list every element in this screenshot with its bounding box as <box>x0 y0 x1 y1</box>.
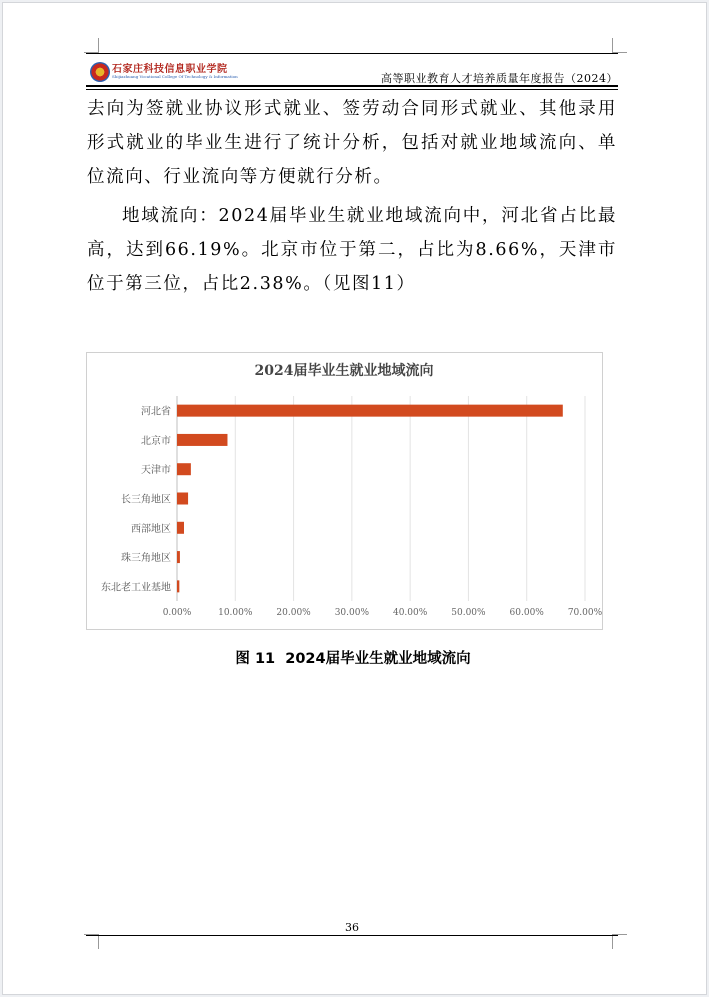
bar-3 <box>177 463 191 475</box>
figure-caption: 图 11 2024届毕业生就业地域流向 <box>235 651 471 667</box>
y-category-label: 天津市 <box>141 465 171 477</box>
crop-mark-bottom-left <box>84 934 99 949</box>
header-rule-thin <box>86 89 618 90</box>
page-number: 36 <box>345 921 359 934</box>
bar-4 <box>177 493 188 505</box>
crop-mark-bottom-right <box>612 934 627 949</box>
bar-2 <box>177 434 227 446</box>
bar-7 <box>177 580 179 592</box>
footer-rule <box>86 935 618 936</box>
x-tick-label: 50.00% <box>451 608 486 618</box>
x-tick-label: 20.00% <box>276 608 311 618</box>
y-category-label: 北京市 <box>141 435 171 447</box>
body-paragraph-1: 去向为签就业协议形式就业、签劳动合同形式就业、其他录用形式就业的毕业生进行了统计分析，包括对就业地域流向、单位流向、行业流向等方便就行分析。 <box>87 99 617 187</box>
y-category-label: 长三角地区 <box>121 494 171 506</box>
bar-5 <box>177 522 184 534</box>
header-rule-top <box>86 53 618 54</box>
report-title: 高等职业教育人才培养质量年度报告（2024） <box>381 72 618 85</box>
bar-6 <box>177 551 180 563</box>
school-logo <box>90 61 238 83</box>
school-emblem-icon <box>90 62 110 82</box>
x-tick-label: 30.00% <box>334 608 370 618</box>
bar-1 <box>177 405 563 417</box>
school-logo-wordmark <box>112 65 238 79</box>
y-category-label: 河北省 <box>141 406 171 418</box>
body-paragraph-2: 地域流向：2024届毕业生就业地域流向中，河北省占比最高，达到66.19%。北京市位于第二，占比为8.66%，天津市位于第三位，占比2.38%。（见图11） <box>87 206 617 294</box>
y-category-label: 西部地区 <box>131 523 171 535</box>
x-tick-label: 70.00% <box>567 608 602 618</box>
x-tick-label: 0.00% <box>162 608 192 618</box>
x-tick-label: 60.00% <box>509 608 544 618</box>
y-category-label: 东北老工业基地 <box>101 582 171 594</box>
y-category-label: 珠三角地区 <box>121 553 171 565</box>
chart-container <box>86 352 603 630</box>
bar-chart <box>87 353 602 629</box>
school-logo-english: Shijiazhuang Vocational College Of Technology & Information <box>112 74 238 79</box>
crop-mark-top-left <box>84 38 99 53</box>
crop-mark-top-right <box>612 38 627 53</box>
x-tick-label: 40.00% <box>392 608 428 618</box>
school-logo-name: 石家庄科技信息职业学院 <box>112 64 228 75</box>
chart-title: 2024届毕业生就业地域流向 <box>254 363 434 379</box>
x-tick-label: 10.00% <box>218 608 253 618</box>
header-rule-thick <box>86 85 618 87</box>
